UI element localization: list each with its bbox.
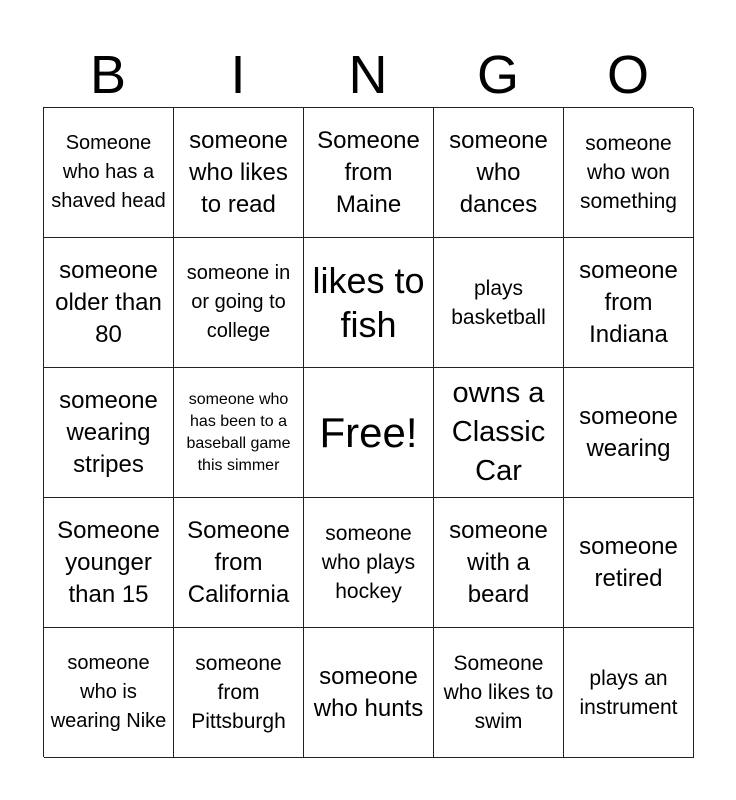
bingo-cell-r0-c3[interactable] [434,108,564,238]
cell-text: someone who plays hockey [321,522,416,603]
bingo-cell-r1-c3[interactable] [434,238,564,368]
cell-text: someone wearing [579,402,678,462]
header-letter-g: G [476,45,519,105]
bingo-cell-r1-c4[interactable] [564,238,694,368]
bingo-cell-r4-c4[interactable] [564,628,694,758]
bingo-cell-r0-c0[interactable] [44,108,174,238]
cell-text: owns a Classic Car [451,377,546,487]
bingo-cell-r4-c2[interactable] [304,628,434,758]
cell-text: someone who hunts [313,662,424,722]
bingo-cell-r1-c1[interactable] [174,238,304,368]
cell-text: someone who likes to read [189,126,288,218]
cell-text: someone older than 80 [55,256,162,348]
bingo-cell-r2-c1[interactable] [174,368,304,498]
free-space-text: Free! [319,408,418,456]
bingo-cell-r4-c1[interactable] [174,628,304,758]
bingo-cell-r3-c3[interactable] [434,498,564,628]
header-letter-o: O [606,45,649,105]
bingo-cell-r3-c2[interactable] [304,498,434,628]
bingo-cell-r3-c1[interactable] [174,498,304,628]
header-letter-b: B [89,45,127,105]
bingo-cell-r2-c4[interactable] [564,368,694,498]
header-letter-n: N [348,45,388,105]
cell-text: someone wearing stripes [59,386,158,478]
cell-text: Someone who has a shaved head [51,132,166,212]
bingo-cell-r0-c4[interactable] [564,108,694,238]
cell-text: someone who won something [580,132,677,213]
cell-text: plays an instrument [579,666,678,719]
bingo-cell-r1-c0[interactable] [44,238,174,368]
bingo-cell-r2-c3[interactable] [434,368,564,498]
header-letter-i: I [230,45,246,105]
cell-text: Someone from California [187,516,290,608]
bingo-header [43,44,693,106]
cell-text: someone in or going to college [186,262,291,342]
bingo-cell-r4-c3[interactable] [434,628,564,758]
bingo-cell-r1-c2[interactable] [304,238,434,368]
cell-text: someone who dances [449,126,548,218]
bingo-cell-r2-c0[interactable] [44,368,174,498]
cell-text: someone from Pittsburgh [191,652,286,733]
bingo-cell-r0-c2[interactable] [304,108,434,238]
cell-text: someone retired [579,532,678,592]
bingo-board [43,107,693,757]
bingo-cell-r2-c2[interactable] [304,368,434,498]
cell-text: Someone younger than 15 [57,516,160,608]
cell-text: someone from Indiana [579,256,678,348]
cell-text: plays basketball [451,276,546,329]
cell-text: someone with a beard [449,516,548,608]
cell-text: someone who is wearing Nike [50,652,167,732]
bingo-cell-r3-c4[interactable] [564,498,694,628]
bingo-cell-r0-c1[interactable] [174,108,304,238]
bingo-cell-r3-c0[interactable] [44,498,174,628]
cell-text: someone who has been to a baseball game this simmer [186,390,291,474]
cell-text: Someone from Maine [317,126,420,218]
cell-text: Someone who likes to swim [443,652,554,733]
bingo-cell-r4-c0[interactable] [44,628,174,758]
cell-text: likes to fish [312,259,425,345]
